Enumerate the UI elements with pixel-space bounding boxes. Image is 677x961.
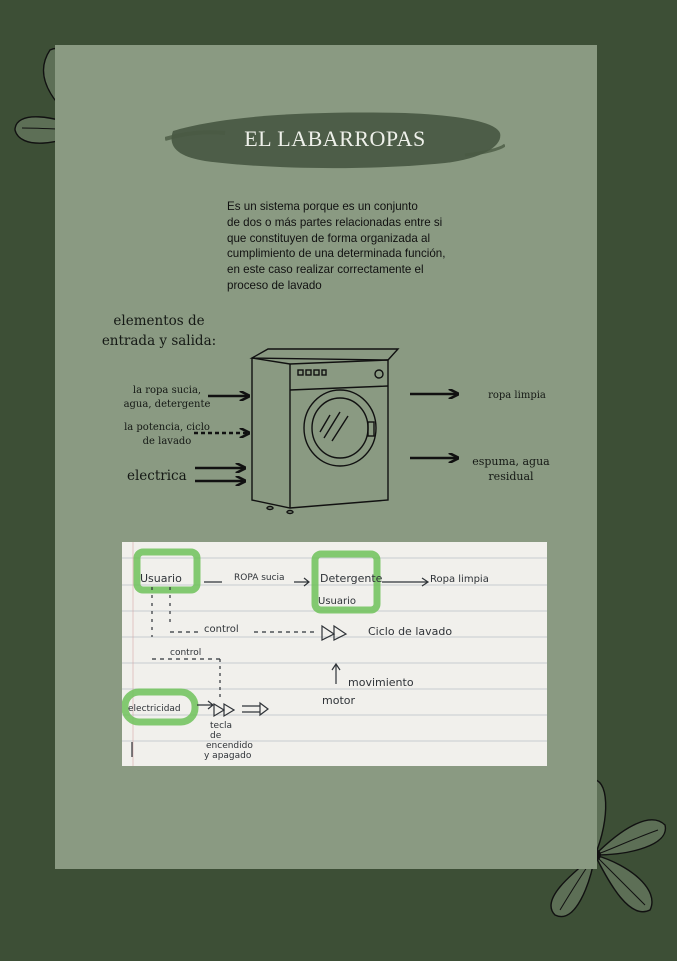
washing-machine-icon [252, 349, 398, 514]
note-motor: motor [322, 694, 356, 707]
output-label-espuma: espuma, agua residual [472, 455, 550, 483]
input-label-ropa-sucia: la ropa sucia, agua, detergente [123, 385, 211, 410]
note-ropa-sucia: ROPA sucia [234, 573, 285, 583]
note-control-2: control [170, 648, 202, 658]
note-tecla-2: de [210, 731, 222, 741]
note-tecla-3: encendido [206, 741, 253, 751]
output-label-ropa-limpia: ropa limpia [488, 390, 546, 401]
note-usuario-2: Usuario [318, 596, 357, 607]
intro-line: proceso de lavado [227, 278, 322, 292]
intro-line: de dos o más partes relacionadas entre si [227, 215, 443, 229]
note-detergente: Detergente [320, 572, 383, 585]
handwritten-notes-photo [122, 542, 547, 766]
input-label-electrica: electrica [127, 468, 187, 484]
note-ciclo: Ciclo de lavado [368, 625, 453, 638]
page-title: EL LABARROPAS [244, 126, 426, 151]
note-tecla-1: tecla [210, 721, 233, 731]
note-control-1: control [204, 624, 239, 635]
section-heading: elementos de entrada y salida: [101, 313, 217, 349]
note-electricidad: electricidad [128, 704, 181, 714]
intro-line: que constituyen de forma organizada al [227, 231, 431, 245]
intro-paragraph [227, 199, 467, 294]
input-label-potencia: la potencia, ciclo de lavado [124, 422, 210, 447]
note-tecla-4: y apagado [204, 751, 252, 761]
note-ropa-limpia: Ropa limpia [430, 574, 489, 585]
intro-line: Es un sistema porque es un conjunto [227, 200, 418, 213]
intro-line: en este caso realizar correctamente el [227, 263, 424, 277]
note-movimiento: movimiento [348, 676, 414, 689]
note-usuario: Usuario [140, 572, 182, 585]
washer-diagram [180, 340, 480, 520]
intro-line: cumplimiento de una determinada función, [227, 247, 446, 261]
